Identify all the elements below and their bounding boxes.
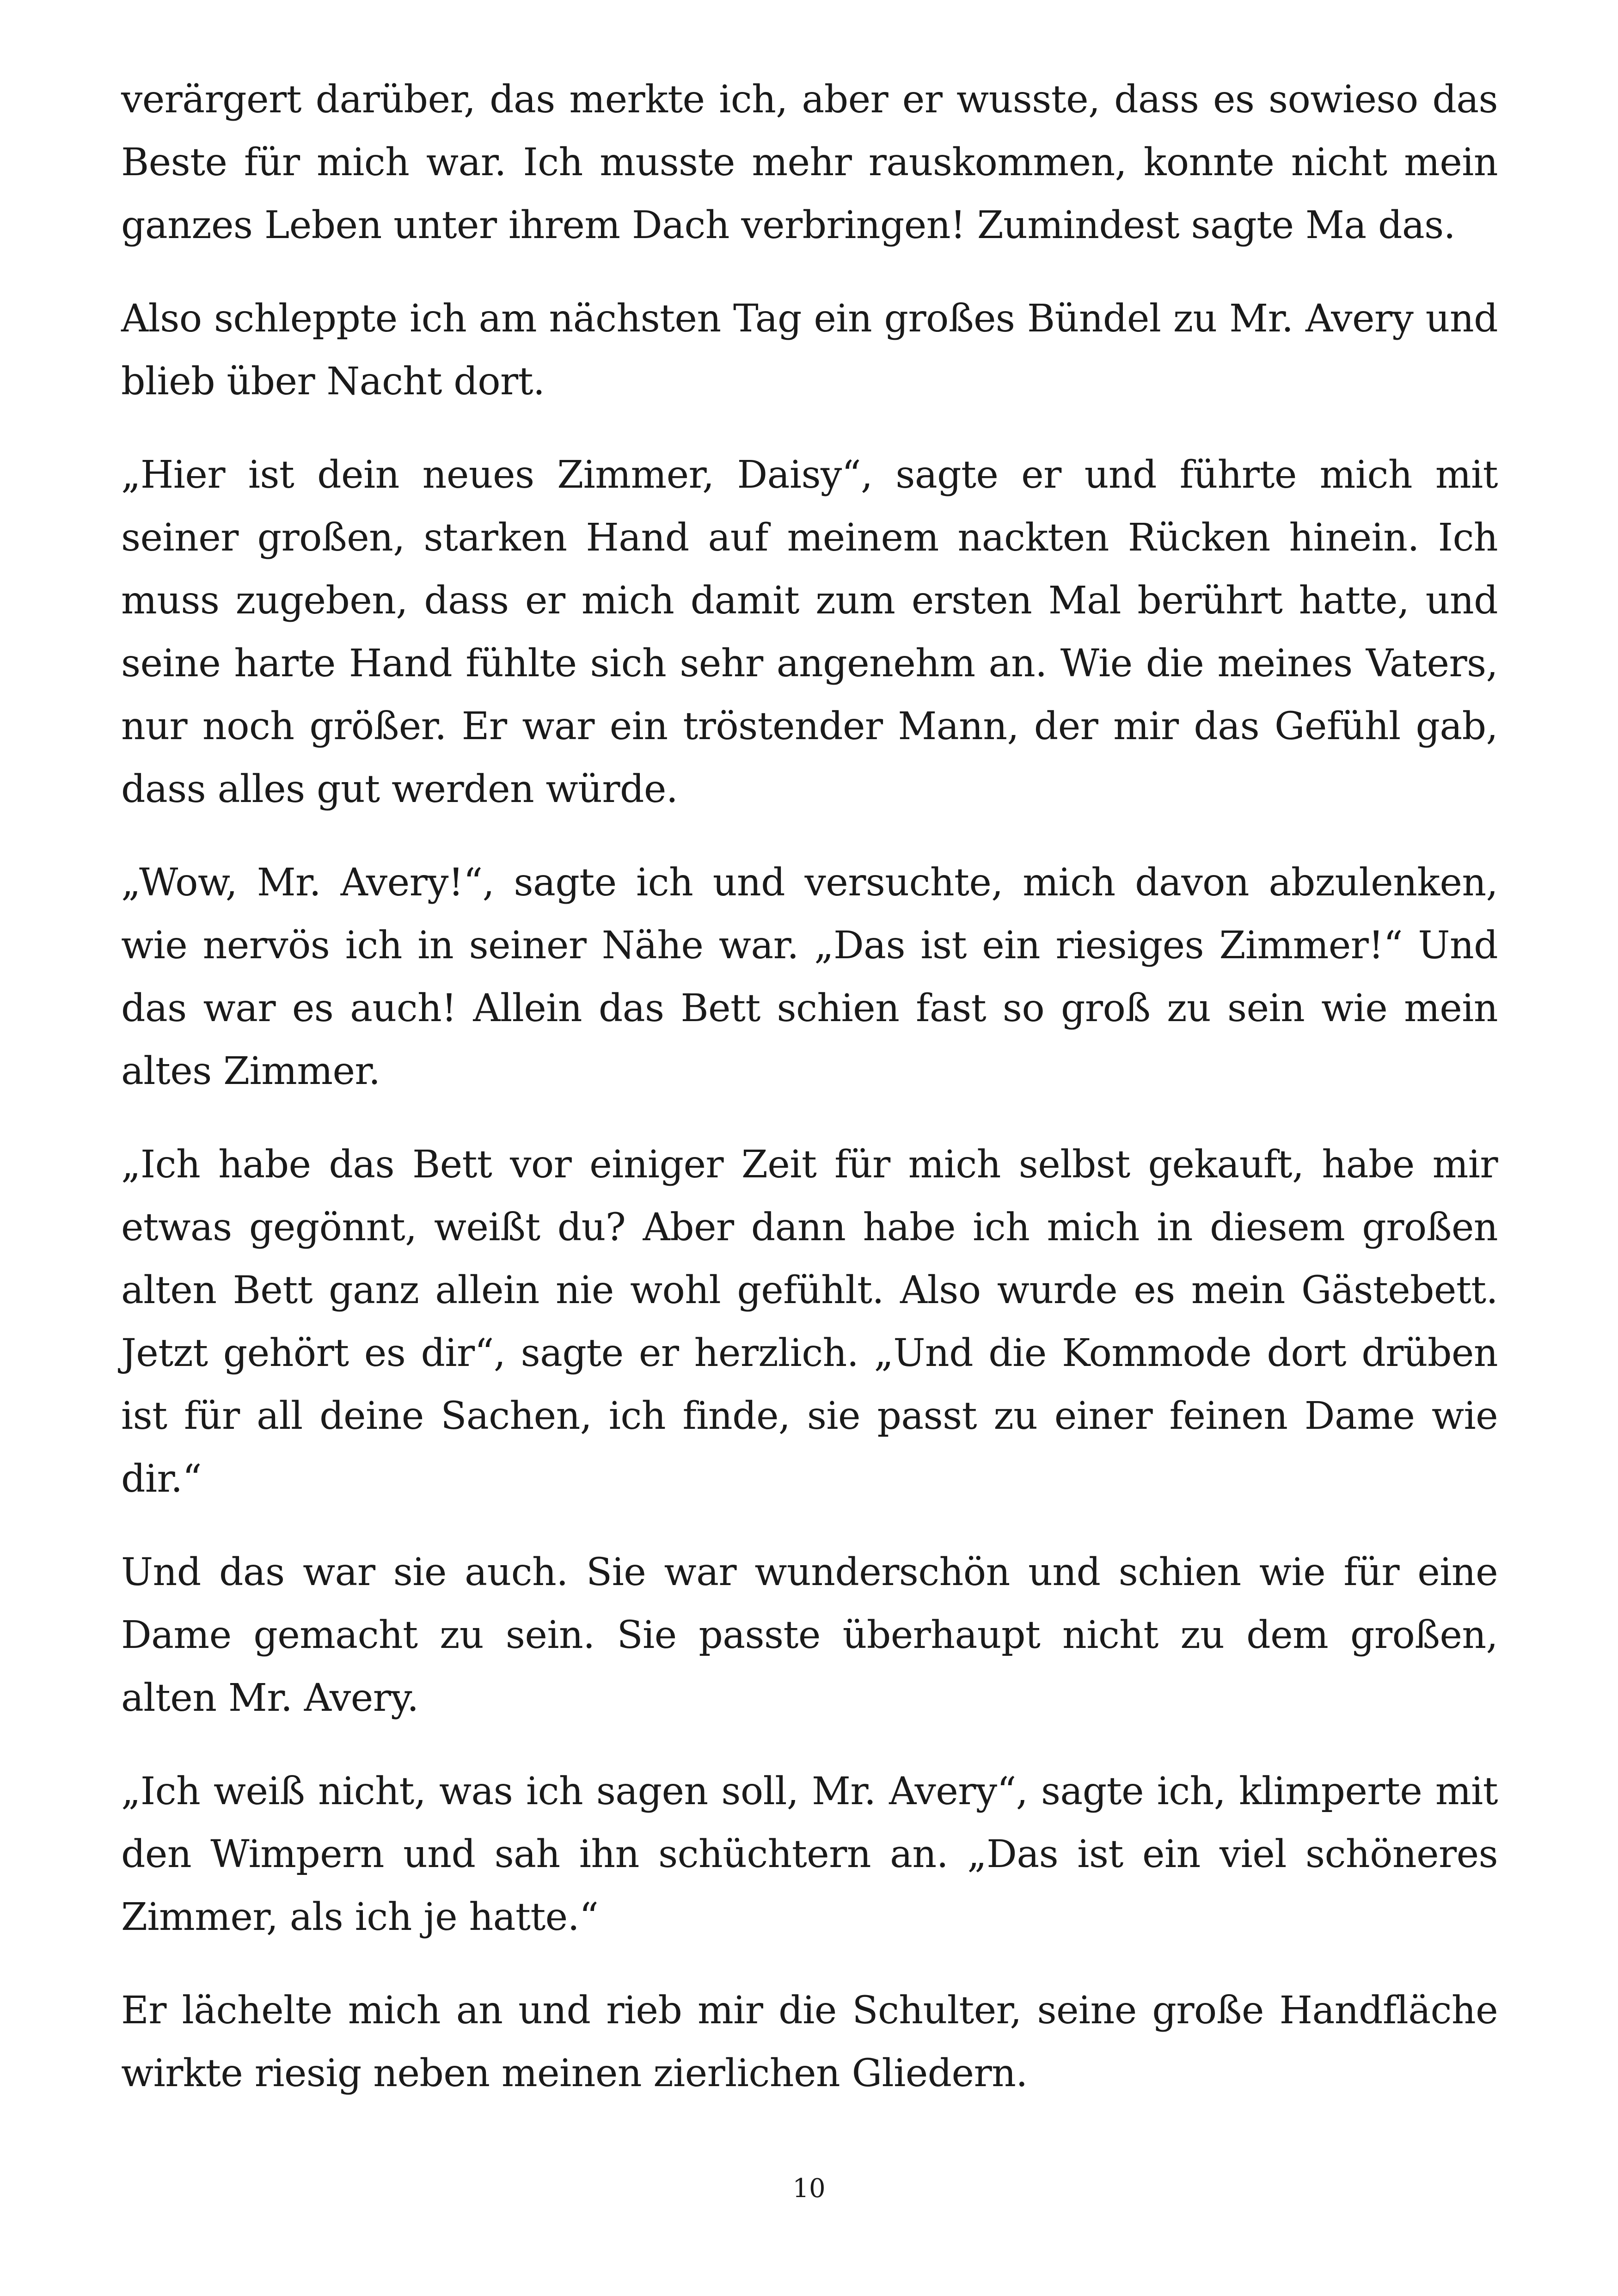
paragraph: Und das war sie auch. Sie war wunderschön und schien wie für eine Dame gemacht zu sein. Sie passte überhaupt nicht zu dem großen, alten Mr. Avery. xyxy=(121,1550,1498,1720)
paragraph: „Hier ist dein neues Zimmer, Daisy“, sagte er und führte mich mit seiner großen, starken Hand auf meinem nackten Rücken hinein. Ich muss zugeben, dass er mich damit zum ersten Mal berührt hatte, und seine harte Hand fühlte sich sehr angenehm an. Wie die meines Vaters, nur noch größer. Er war ein tröstender Mann, der mir das Gefühl gab, dass alles gut werden würde. xyxy=(121,453,1498,811)
paragraph: verärgert darüber, das merkte ich, aber er wusste, dass es sowieso das Beste für mich war. Ich musste mehr rauskommen, konnte nicht mein ganzes Leben unter ihrem Dach verbringen! Zumindest sagte Ma das. xyxy=(121,78,1498,247)
paragraph: Also schleppte ich am nächsten Tag ein großes Bündel zu Mr. Avery und blieb über Nacht dort. xyxy=(121,297,1498,404)
body-text xyxy=(121,68,1498,2105)
paragraph: „Wow, Mr. Avery!“, sagte ich und versuchte, mich davon abzulenken, wie nervös ich in seiner Nähe war. „Das ist ein riesiges Zimmer!“ Und das war es auch! Allein das Bett schien fast so groß zu sein wie mein altes Zimmer. xyxy=(121,861,1498,1093)
paragraph: „Ich habe das Bett vor einiger Zeit für mich selbst gekauft, habe mir etwas gegönnt, weißt du? Aber dann habe ich mich in diesem großen alten Bett ganz allein nie wohl gefühlt. Also wurde es mein Gästebett. Jetzt gehört es dir“, sagte er herzlich. „Und die Kommode dort drüben ist für all deine Sachen, ich finde, sie passt zu einer feinen Dame wie dir.“ xyxy=(121,1143,1498,1501)
paragraph: „Ich weiß nicht, was ich sagen soll, Mr. Avery“, sagte ich, klimperte mit den Wimpern und sah ihn schüchtern an. „Das ist ein viel schöneres Zimmer, als ich je hatte.“ xyxy=(121,1769,1498,1939)
page-number: 10 xyxy=(792,2174,826,2204)
paragraph: Er lächelte mich an und rieb mir die Schulter, seine große Handfläche wirkte riesig neben meinen zierlichen Gliedern. xyxy=(121,1989,1498,2095)
